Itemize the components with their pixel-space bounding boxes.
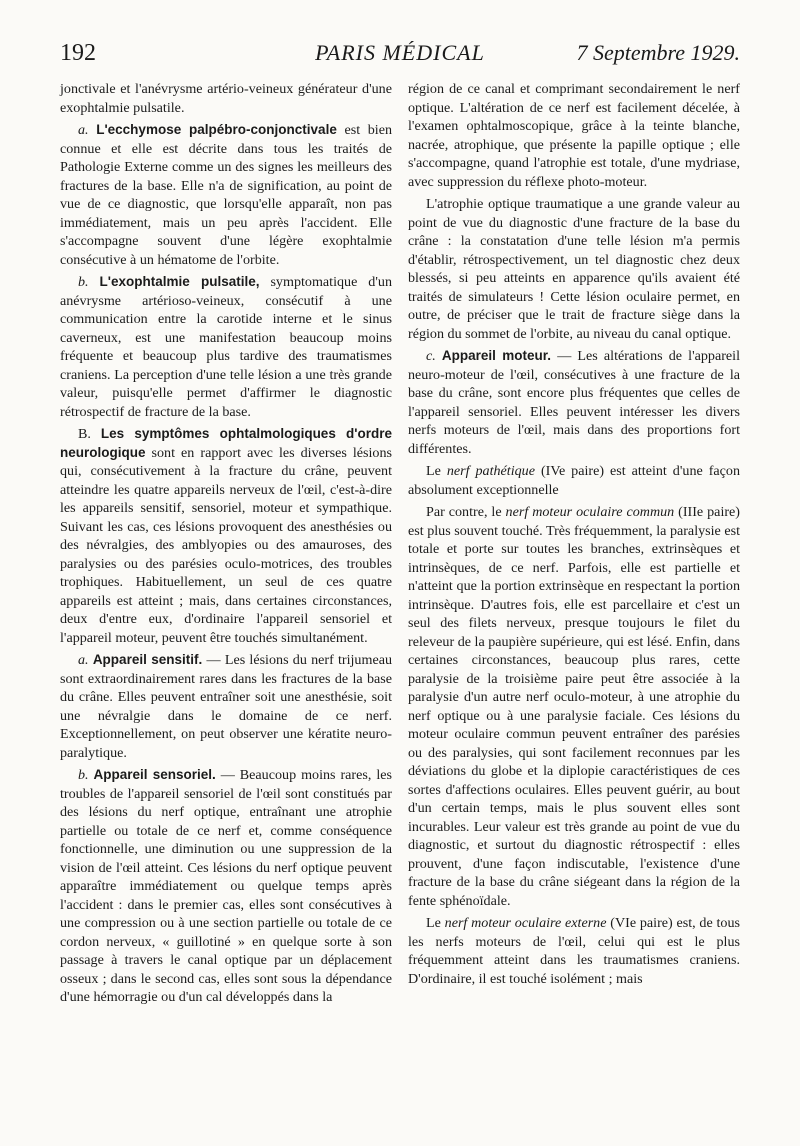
paragraph: jonctivale et l'anévrysme artério-veineux générateur d'une exophtalmie pulsatile. bbox=[60, 81, 392, 116]
paragraph-text: Par contre, le bbox=[426, 504, 506, 520]
paragraph bbox=[408, 462, 740, 499]
issue-date: 7 Septembre 1929. bbox=[576, 40, 740, 65]
paragraph bbox=[408, 914, 740, 988]
paragraph bbox=[408, 503, 740, 910]
item-marker: b. bbox=[78, 767, 89, 783]
paragraph-text: (IIIe paire) est plus souvent touché. Très fréquemment, la paralysie est totale et porte sur toutes les branches, extrinsèques et intrinsèques, de ce nerf. Parfois, elle est partielle et n'atteint que la portion extrinsèque en respectant la portion intrinsèque. D'autres fois, elle est parcellaire et c'est un seul des filets nerveux, presque toujours le filet du releveur de la paupière supérieure, qui est lésé. Enfin, dans certaines circonstances, beaucoup plus rares, cette paralysie de la troisième paire peut être associée à la paralysie d'un autre nerf oculo-moteur, à une atrophie du nerf optique ou à une paralysie faciale. Ces lésions du moteur oculaire commun peuvent entraîner des parésies ou des paralysies, qui sont facilement reconnues par les déviations du globe et la diplopie caractéristiques de ces sortes d'affections oculaires. Elles peuvent guérir, au bout d'un certain temps, mais le plus souvent elles sont incurables. Leur valeur est très grande au point de vue du diagnostic, et surtout du diagnostic rétrospectif : elles prouvent, d'une façon indiscutable, l'existence d'une fracture de la base du crâne siégeant dans la région de la fente sphénoïdale. bbox=[408, 504, 740, 909]
paragraph-text: (VIe paire) est, de tous les nerfs moteurs de l'œil, celui qui est le plus fréquemment atteint dans les traumatismes craniens. D'ordinaire, il est touché isolément ; mais bbox=[408, 915, 740, 987]
paragraph-text: Le bbox=[426, 915, 445, 931]
left-column bbox=[60, 80, 392, 1011]
nerve-name: nerf pathétique bbox=[446, 463, 535, 479]
paragraph-text: sont en rapport avec les diverses lésions qui, consécutivement à la fracture du crâne, peuvent atteindre les quatre appareils nerveux de l'œil, c'est-à-dire les appareils sensitif, sensoriel, moteur et sympathique. Suivant les cas, ces lésions provoquent des anesthésies ou des névralgies, des amblyopies ou des amauroses, des paralysies ou des parésies oculo-motrices, des troubles trophiques. Habituellement, un seul de ces quatre appareils est atteint ; mais, dans certaines circonstances, deux d'entre eux, d'ordinaire l'appareil sensoriel et l'appareil moteur, peuvent être touchés simultanément. bbox=[60, 444, 392, 646]
section-heading: Appareil sensitif. bbox=[92, 652, 203, 667]
paragraph bbox=[408, 347, 740, 458]
paragraph: L'atrophie optique traumatique a une grande valeur au point de vue du diagnostic d'une fracture de la base du crâne : la constatation d'une telle lésion m'a permis d'établir, rétrospectivement, un tel diagnostic chez deux blessés, si peu atteints en apparence qu'ils avaient été traités de simulateurs ! Cette lésion oculaire permet, en outre, de préciser que le trait de fracture siège dans la région du sommet de l'orbite, au niveau du canal optique. bbox=[408, 196, 740, 342]
section-heading: L'exophtalmie pulsatile, bbox=[99, 274, 260, 289]
paragraph: région de ce canal et comprimant secondairement le nerf optique. L'altération de ce nerf est facilement décelée, à l'examen ophtalmoscopique, grâce à la teinte blanche, nacrée, atrophique, que présente la papille optique ; elle s'accompagne, quand l'atrophie est totale, d'une mydriase, avec suppression du réflexe photo-moteur. bbox=[408, 81, 740, 190]
section-heading: Les symptômes ophtalmologiques d'ordre neurologique bbox=[60, 426, 392, 460]
item-marker: a. bbox=[78, 122, 89, 138]
nerve-name: nerf moteur oculaire commun bbox=[505, 504, 675, 520]
paragraph-text: — Les lésions du nerf trijumeau sont extraordinairement rares dans les fractures de la base du crâne. Elles peuvent entraîner soit une anesthésie, soit une névralgie dans le domaine de ce nerf. Exceptionnellement, on peut observer une kératite neuro-paralytique. bbox=[60, 652, 393, 761]
section-heading: Appareil moteur. bbox=[441, 348, 552, 363]
item-marker: a. bbox=[78, 652, 89, 668]
nerve-name: nerf moteur oculaire externe bbox=[444, 915, 607, 931]
paragraph-text: est bien connue et elle est décrite dans tous les traités de Pathologie Externe comme un des signes les meilleurs des fractures de la base. Elle n'a de signification, au point de vue de ce diagnostic, que lorsqu'elle apparaît, non pas immédiatement, mais un peu après l'accident. Elle s'accompagne souvent d'une légère exophtalmie consécutive à un hématome de l'orbite. bbox=[60, 122, 392, 268]
paragraph bbox=[60, 425, 392, 647]
section-heading: Appareil sensoriel. bbox=[93, 767, 216, 782]
item-marker: c. bbox=[426, 348, 436, 364]
paragraph-text: — Les altérations de l'appareil neuro-moteur de l'œil, consécutives à une fracture de la base du crâne, sont encore plus fréquentes que celles de l'appareil sensoriel. Elles peuvent intéresser les divers nerfs moteurs de l'œil, mais dans des proportions fort différentes. bbox=[408, 348, 741, 457]
paragraph-text: symptomatique d'un anévrysme artérioso-veineux, consécutif à une communication entre la carotide interne et le sinus caverneux, est une manifestation beaucoup moins fréquente et beaucoup plus tardive des traumatismes craniens. La perception d'une telle lésion a une très grande valeur, puisqu'elle permet d'affirmer le diagnostic rétrospectif de fracture de la base. bbox=[60, 274, 392, 420]
paragraph-text: Le bbox=[426, 463, 447, 479]
page-number: 192 bbox=[60, 40, 96, 66]
journal-title: PARIS MÉDICAL bbox=[315, 40, 485, 65]
paragraph-text: — Beaucoup moins rares, les troubles de l'appareil sensoriel de l'œil sont constitués par des lésions du nerf optique, entraînant une atrophie partielle ou totale de ce nerf et, comme conséquence fonctionnelle, une diminution ou une suppression de la vision de l'œil atteint. Ces lésions du nerf optique peuvent apparaître immédiatement ou quelque temps après l'accident : dans le premier cas, elles sont consécutives à une compression ou à une section partielle ou totale de ce cordon nerveux, « guillotiné » en quelque sorte à son passage à travers le canal optique par un déplacement osseux ; dans le second cas, elles sont sous la dépendance d'une hémorragie ou d'un cal développés dans la bbox=[60, 767, 392, 1005]
page-header bbox=[60, 38, 740, 72]
right-column bbox=[408, 80, 740, 992]
paragraph bbox=[60, 273, 392, 421]
section-heading: L'ecchymose palpébro-conjonctivale bbox=[96, 122, 337, 137]
paragraph bbox=[60, 651, 392, 762]
item-marker: B. bbox=[78, 426, 91, 442]
paragraph bbox=[60, 766, 392, 1007]
item-marker: b. bbox=[78, 274, 89, 290]
paragraph-text: (IVe paire) est atteint d'une façon absolument exceptionnelle bbox=[408, 463, 741, 498]
paragraph bbox=[60, 121, 392, 269]
